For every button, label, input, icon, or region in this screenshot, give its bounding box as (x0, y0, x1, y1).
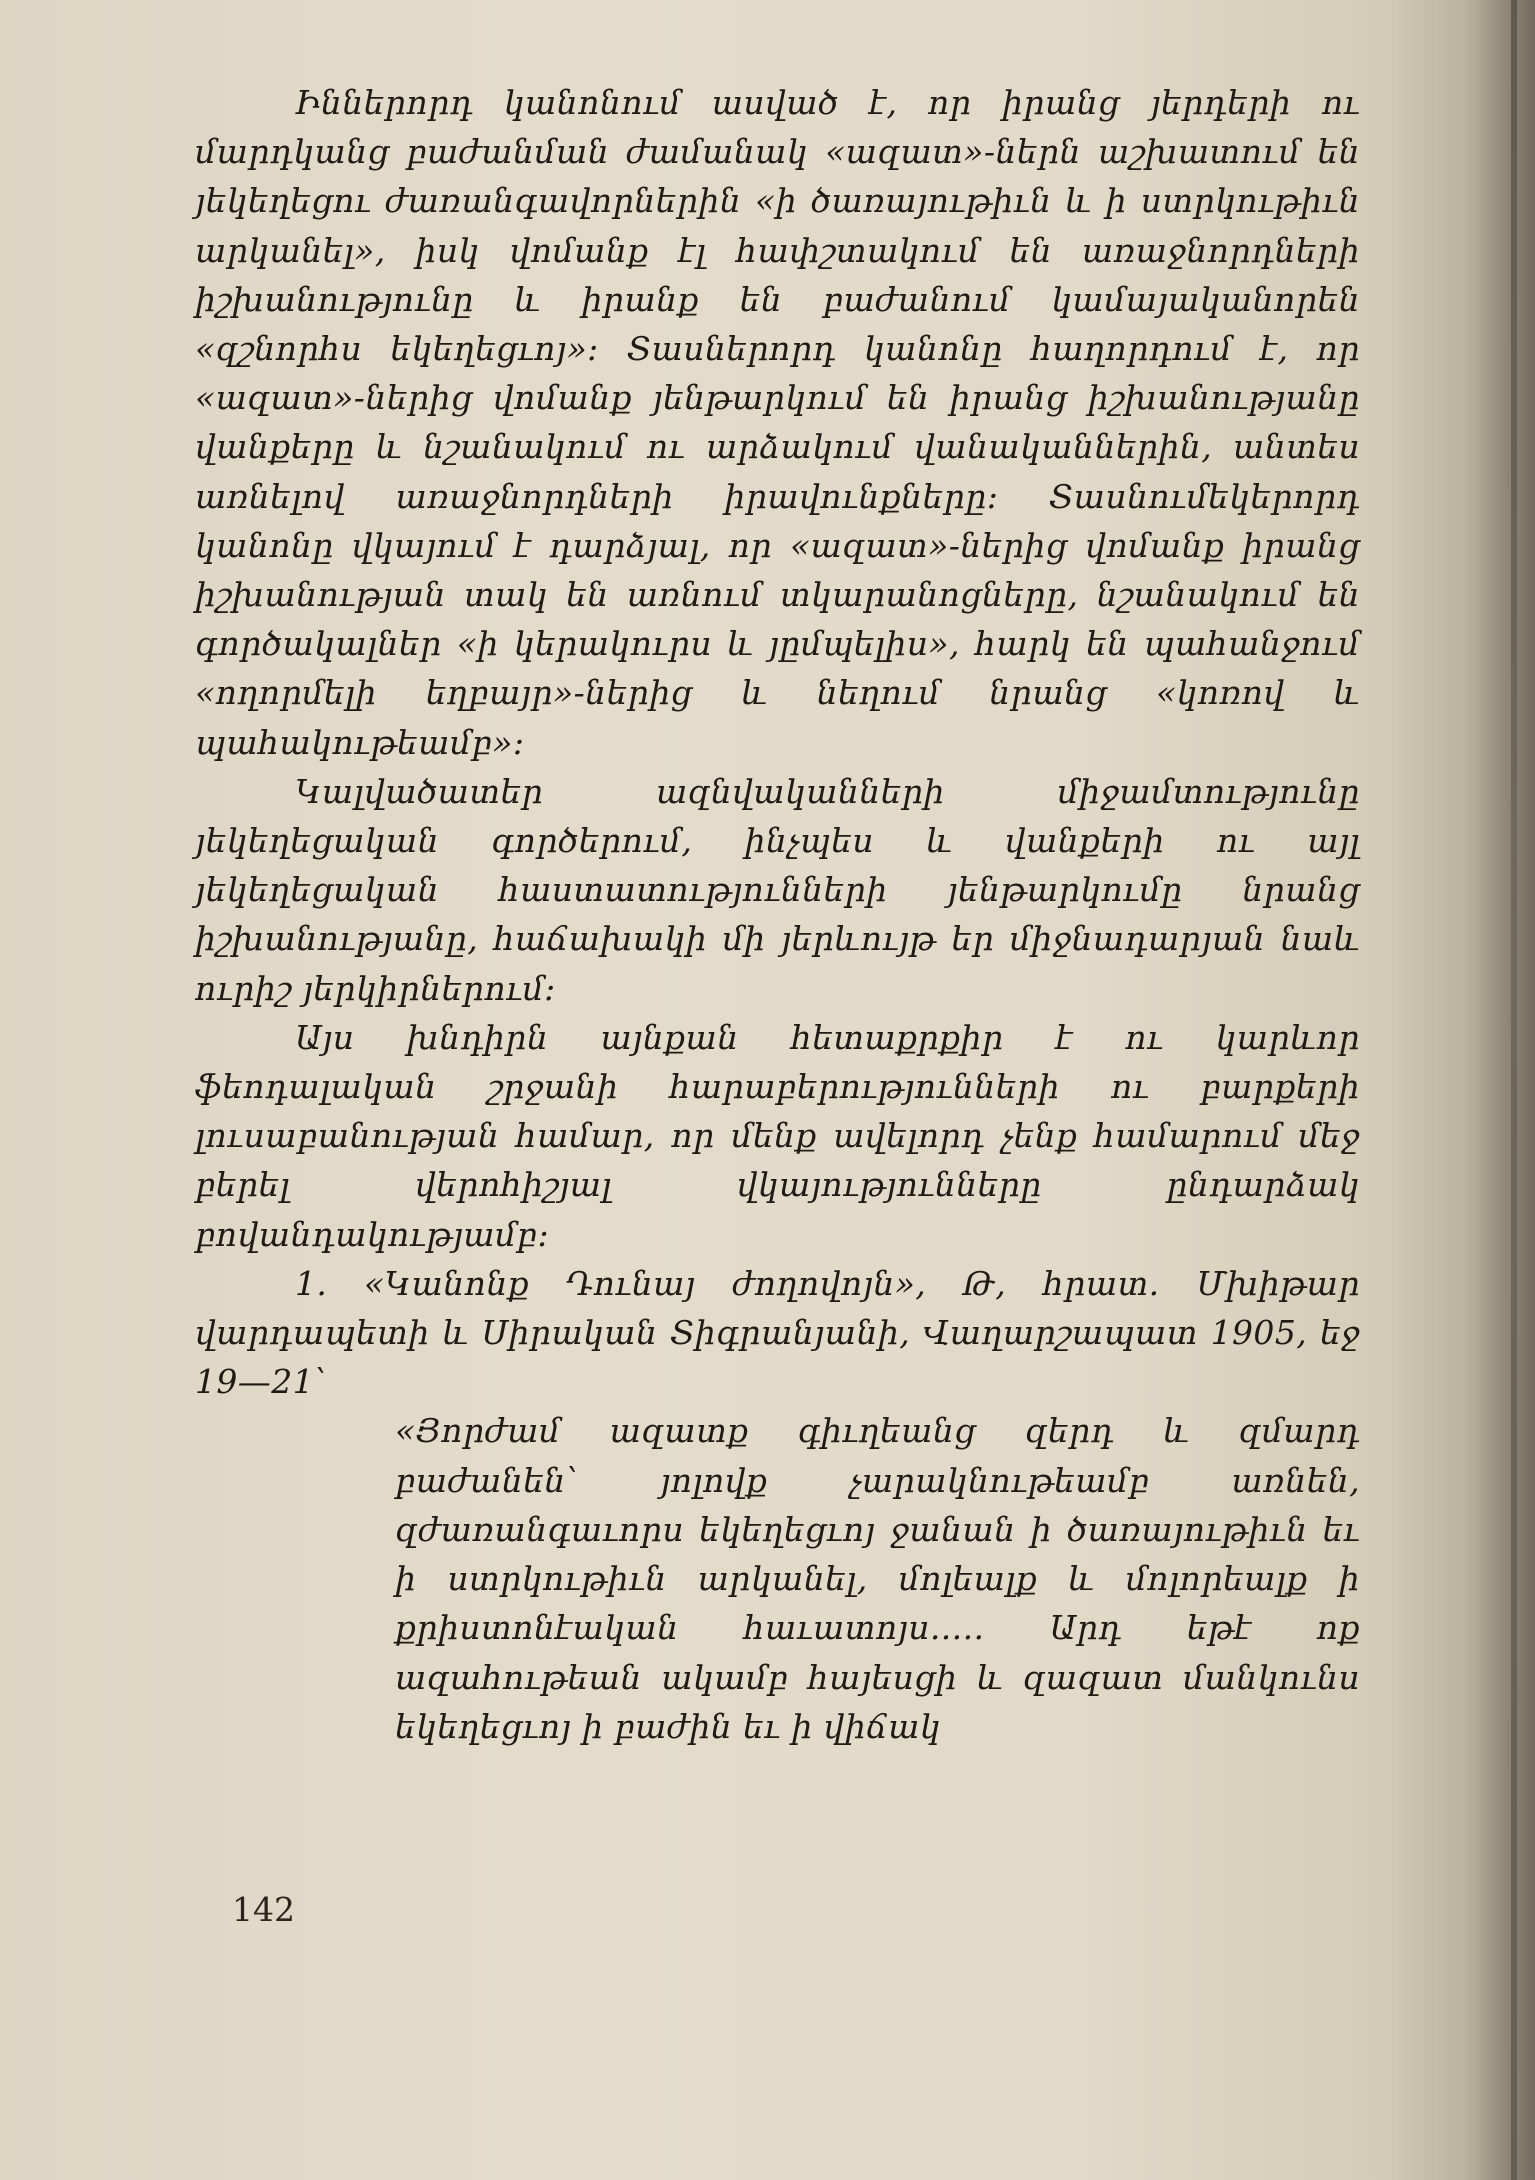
footnote-heading: 1. «Կանոնք Դունայ ժողովոյն», Թ, հրատ. Մխիթար վարդապետի և Սիրական Տիգրանյանի, Վաղարշապատ 1905, եջ 19—21՝ (195, 1263, 1360, 1402)
body-text (195, 78, 1360, 1751)
paragraph-3: Այս խնդիրն այնքան հետաքրքիր է ու կարևոր ֆեոդալական շրջանի հարաբերությունների ու բարքերի լուսաբանության համար, որ մենք ավելորդ չենք համարում մեջ բերել վերոհիշյալ վկայությունները ընդարձակ բովանդակությամբ։ (195, 1017, 1360, 1254)
paragraph-1: Իններորդ կանոնում ասված է, որ իրանց յերդերի ու մարդկանց բաժանման ժամանակ «ազատ»-ներն աշխատում են յեկեղեցու ժառանգավորներին «ի ծառայութիւն և ի ստրկութիւն արկանել», իսկ վոմանք էլ հափշտակում են առաջնորդների իշխանությունը և իրանք են բաժանում կամայականորեն «զշնորհս եկեղեցւոյ»։ Տասներորդ կանոնը հաղորդում է, որ «ազատ»-ներից վոմանք յենթարկում են իրանց իշխանությանը վանքերը և նշանակում ու արձակում վանականներին, անտես առնելով առաջնորդների իրավունքները։ Տասնումեկերորդ կանոնը վկայում է դարձյալ, որ «ազատ»-ներից վոմանք իրանց իշխանության տակ են առնում տկարանոցները, նշանակում են գործակալներ «ի կերակուրս և յըմպելիս», հարկ են պահանջում «ողորմելի եղբայր»-ներից և նեղում նրանց «կոռով և պահակութեամբ»։ (195, 83, 1360, 762)
page-binding-edge (1511, 0, 1517, 2180)
page-gutter-shadow (1465, 0, 1535, 2180)
page-number: 142 (232, 1890, 295, 1929)
quote-text: «Յորժամ ազատք գիւղեանց զերդ և զմարդ բաժանեն՝ յոլովք չարակնութեամբ առնեն, զժառանգաւորս եկեղեցւոյ ջանան ի ծառայութիւն եւ ի ստրկութիւն արկանել, մոլեալք և մոլորեալք ի քրիստոնէական հաւատոյս..... Արդ եթէ ոք ազահութեան ակամբ հայեսցի և զազատ մանկունս եկեղեցւոյ ի բաժին եւ ի վիճակ (395, 1411, 1360, 1746)
paragraph-2: Կալվածատեր ազնվականների միջամտությունը յեկեղեցական գործերում, ինչպես և վանքերի ու այլ յեկեղեցական հաստատությունների յենթարկումը նրանց իշխանությանը, հաճախակի մի յերևույթ եր միջնադարյան նաև ուրիշ յերկիրներում։ (195, 771, 1360, 1008)
quote-block (195, 1406, 1360, 1750)
